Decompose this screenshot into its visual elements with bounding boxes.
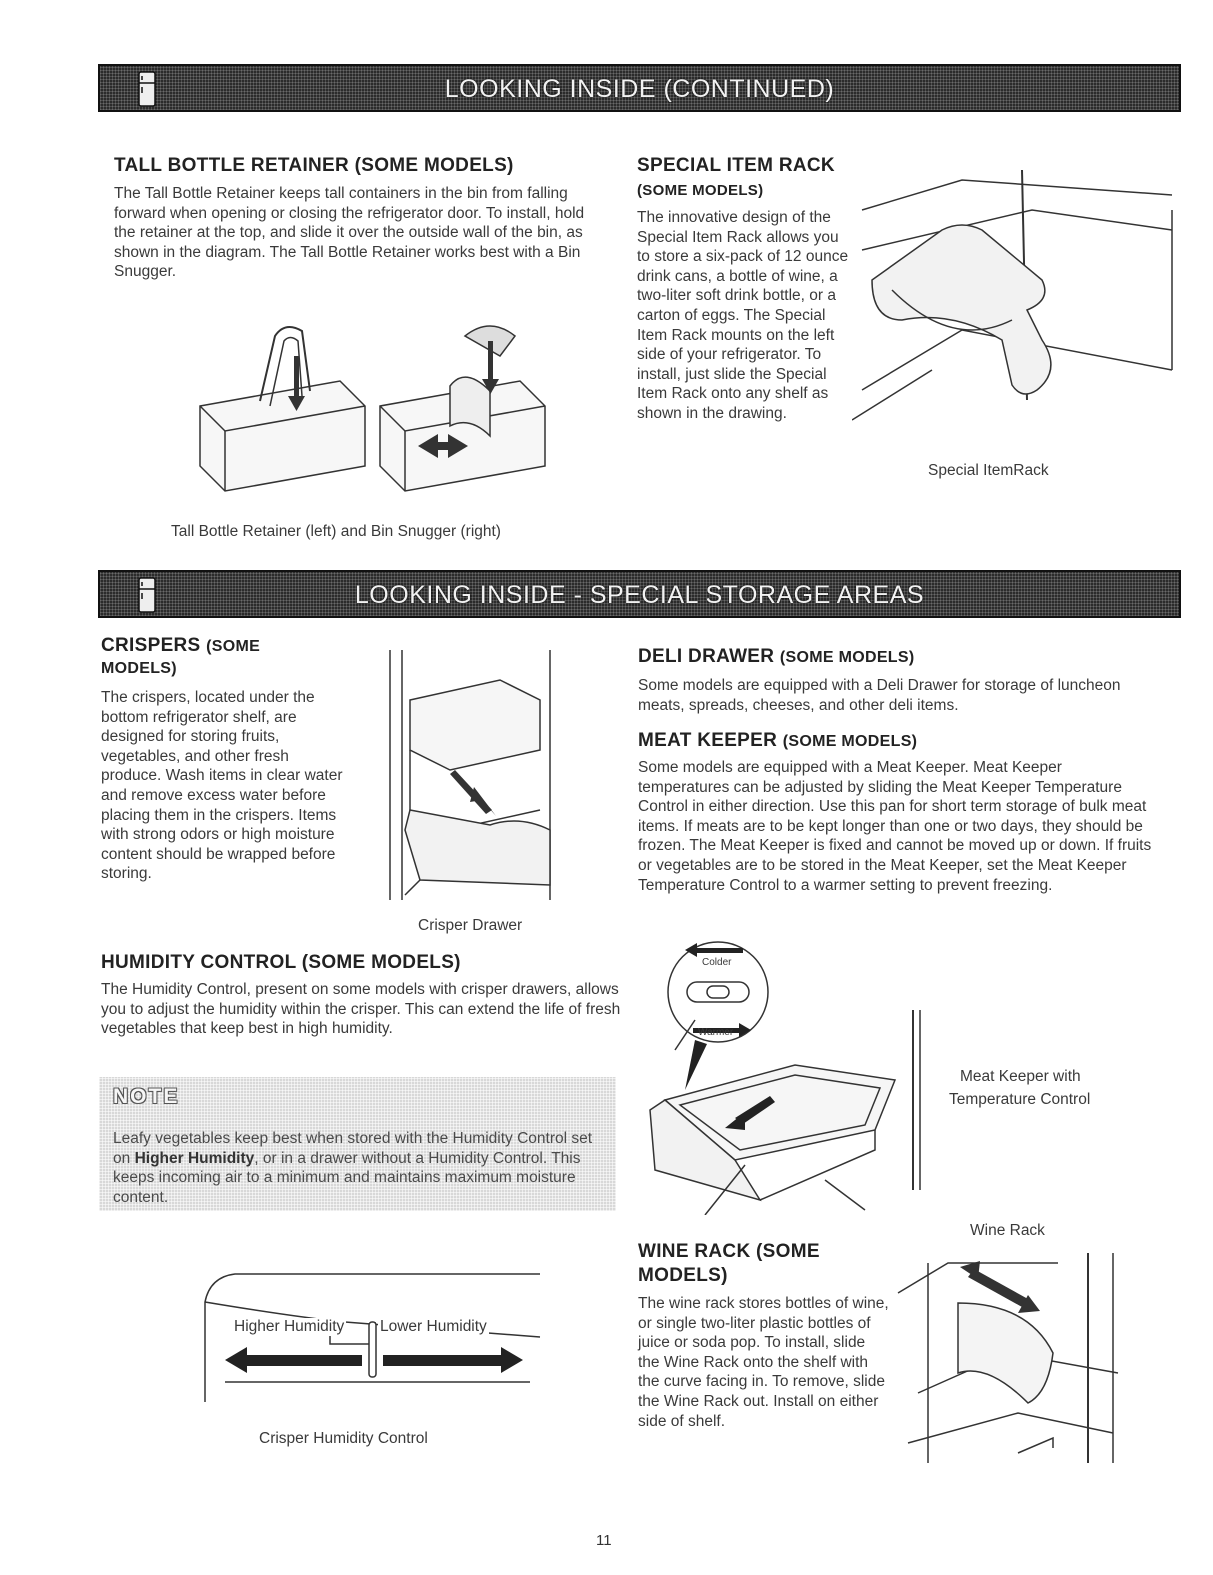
tall-bottle-heading: TALL BOTTLE RETAINER (SOME MODELS) [114,155,514,176]
note-label: NOTE [113,1085,180,1108]
meat-heading-main: MEAT KEEPER [638,730,778,751]
lower-humidity-label: Lower Humidity [380,1318,487,1335]
wine-rack-caption: Wine Rack [970,1222,1045,1239]
banner-title: LOOKING INSIDE - SPECIAL STORAGE AREAS [354,581,925,609]
meat-caption-line1: Meat Keeper with [960,1068,1081,1085]
deli-heading-main: DELI DRAWER [638,646,775,667]
tall-bottle-caption: Tall Bottle Retainer (left) and Bin Snugger (right) [171,523,501,540]
deli-body: Some models are equipped with a Deli Drawer for storage of luncheon meats, spreads, cheeses, and other deli items. [638,677,1121,714]
deli-heading-sub: (SOME MODELS) [779,649,915,666]
special-rack-body: The innovative design of the Special Item Rack allows you to store a six-pack of 12 ounce drink cans, a bottle of wine, a two-liter soft drink bottle, or a carton of eggs. The Special Item Rack mounts on the left side of your refrigerator. To install, just slide the Special Item Rack onto any shelf as shown in the drawing. [637,209,849,422]
special-item-rack-illustration [852,170,1182,460]
meat-keeper-illustration [645,940,925,1215]
tall-bottle-retainer-illustration [190,296,560,502]
tall-bottle-body: The Tall Bottle Retainer keeps tall containers in the bin from falling forward when opening or closing the refrigerator door. To install, hold the retainer at the top, and slide it over the outside wall of the bin, as shown in the diagram. The Tall Bottle Retainer works best with a Bin Snugger. [114,185,585,281]
humidity-heading: HUMIDITY CONTROL (SOME MODELS) [101,952,461,973]
higher-humidity-label: Higher Humidity [234,1318,345,1335]
crispers-body: The crispers, located under the bottom refrigerator shelf, are designed for storing fruits, vegetables, and other fresh produce. Wash items in clear water and remove excess water before placing them in the crispers. Items with strong odors or high moisture content should be wrapped before storing. [101,689,343,883]
crisper-drawer-caption: Crisper Drawer [418,917,523,934]
wine-heading-line2: MODELS) [638,1265,728,1286]
note-text-before: Leafy vegetables keep best when stored with the Humidity Control set on [113,1130,593,1167]
meat-body: Some models are equipped with a Meat Keeper. Meat Keeper temperatures can be adjusted by sliding the Meat Keeper Temperature Control in either direction. Use this pan for short term storage of bulk meat items. If meats are to be kept longer than one or two days, they should be frozen. The Meat Keeper is fixed and cannot be moved up or down. If fruits or vegetables are to be stored in the Meat Keeper, set the Meat Keeper Temperature Control to a warmer setting to prevent freezing. [638,759,1152,894]
dial-warmer-label: Warmer [698,1027,734,1038]
note-text [113,1129,608,1207]
note-text-bold: Higher Humidity [134,1149,255,1167]
special-rack-subheading: (SOME MODELS) [637,182,764,199]
crispers-heading-sub: (SOME MODELS) [101,638,261,677]
crisper-drawer-illustration [350,640,610,910]
crispers-heading [101,635,301,679]
dial-colder-label: Colder [702,957,732,968]
wine-rack-illustration [888,1243,1123,1468]
special-rack-heading: SPECIAL ITEM RACK [637,155,835,176]
crisper-humidity-control-illustration [195,1262,545,1422]
meat-heading [638,730,917,752]
special-rack-caption: Special ItemRack [928,462,1049,479]
humidity-body: The Humidity Control, present on some models with crisper drawers, allows you to adjust the humidity within the crisper. This can extend the life of fresh vegetables that keep best in high humidity. [101,981,621,1038]
wine-body: The wine rack stores bottles of wine, or single two-liter plastic bottles of juice or soda pop. To install, slide the Wine Rack onto the shelf with the curve facing in. To remove, slide the Wine Rack out. Install on either side of shelf. [638,1295,889,1430]
section-banner-special-storage [98,570,1181,618]
banner-title: LOOKING INSIDE (CONTINUED) [444,75,835,103]
meat-heading-sub: (SOME MODELS) [782,733,918,750]
page-number: 11 [596,1532,612,1549]
section-banner-looking-inside-continued [98,64,1181,112]
humidity-control-caption: Crisper Humidity Control [259,1430,428,1447]
meat-caption-line2: Temperature Control [949,1091,1091,1108]
note-text-after: , or in a drawer without a Humidity Control. This keeps incoming air to a minimum and maintains maximum moisture content. [113,1149,581,1206]
deli-heading [638,646,914,668]
crispers-heading-main: CRISPERS [101,635,201,656]
wine-heading: WINE RACK (SOME [638,1241,820,1262]
note-box [99,1077,616,1211]
